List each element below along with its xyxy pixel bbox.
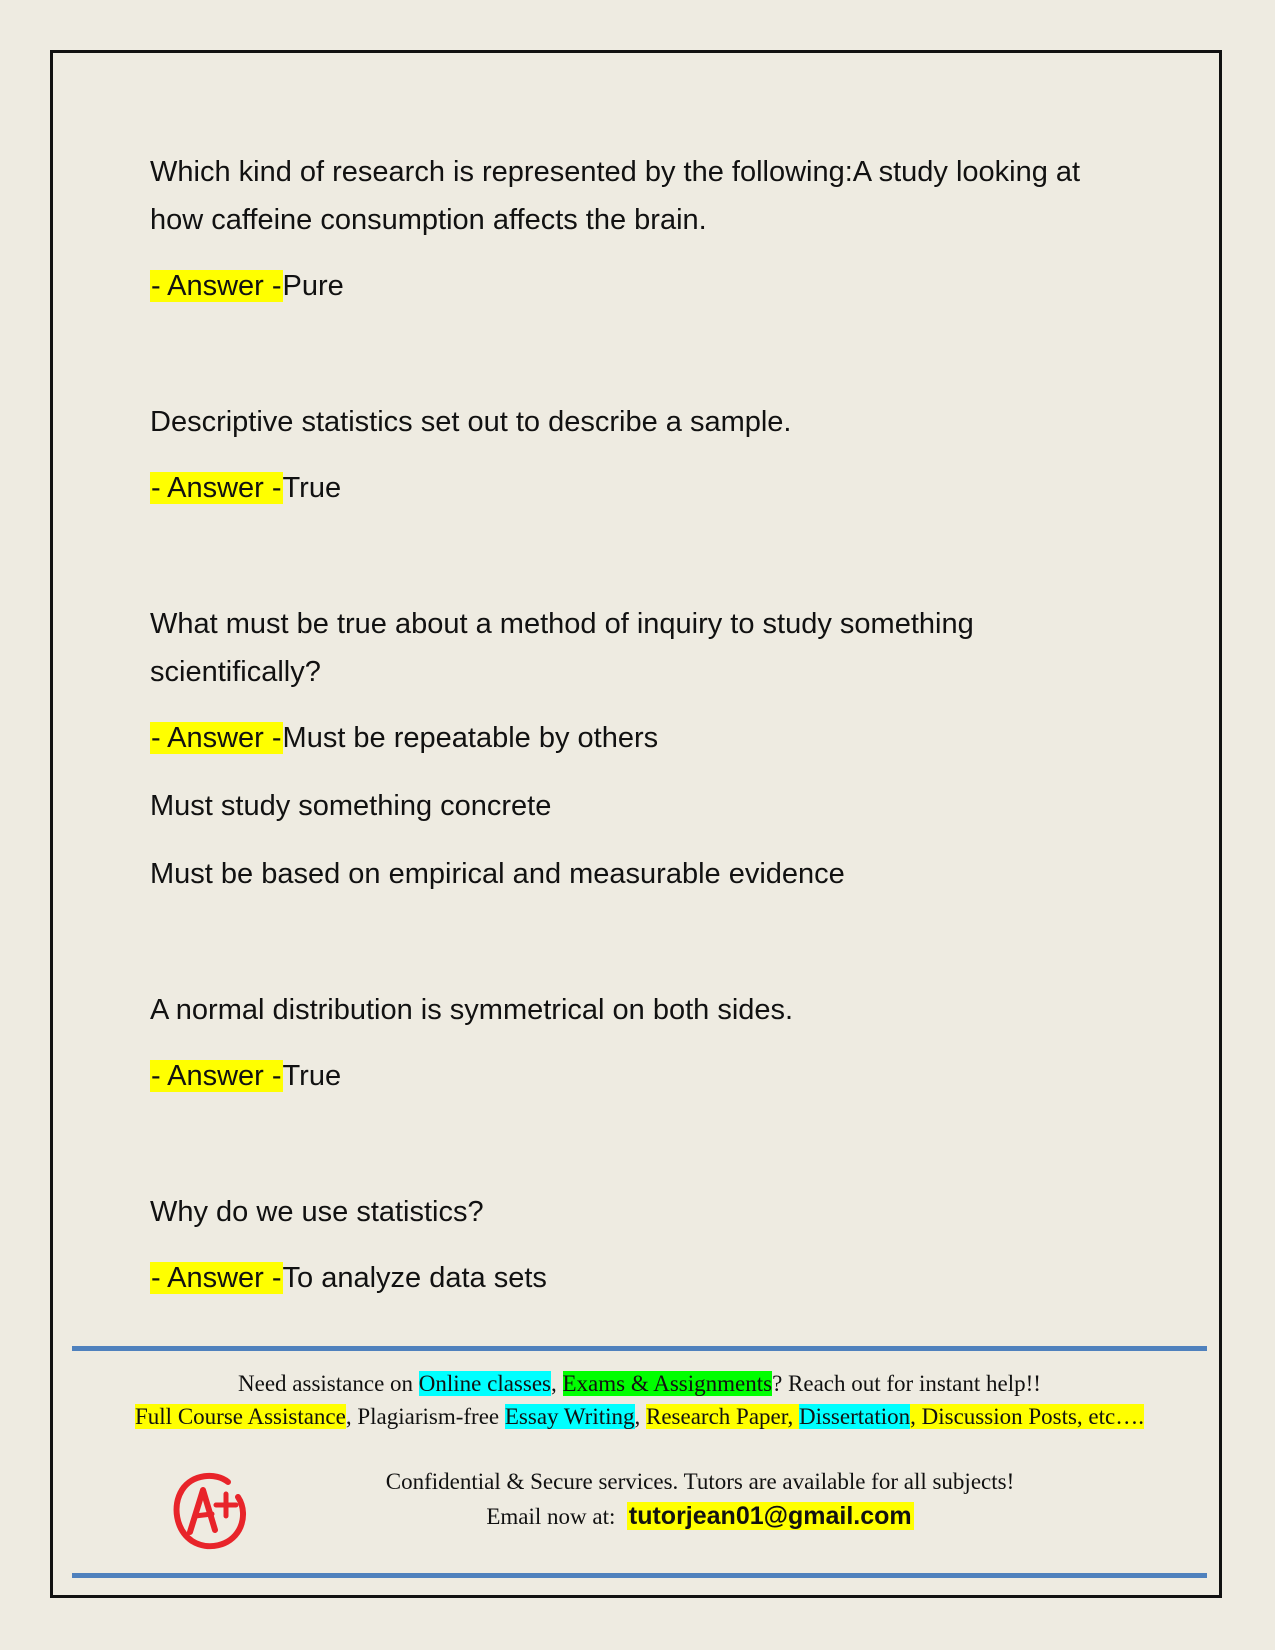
dissertation-highlight: Dissertation bbox=[798, 1404, 911, 1429]
email-link[interactable]: tutorjean01@gmail.com bbox=[628, 1502, 912, 1530]
answer-line bbox=[150, 464, 1130, 512]
question-text: Descriptive statistics set out to describe a sample. bbox=[150, 406, 792, 438]
answer-prefix: - Answer - bbox=[151, 270, 282, 302]
online-classes-highlight: Online classes bbox=[418, 1371, 551, 1396]
answer-prefix: - Answer - bbox=[151, 1262, 282, 1294]
qa-item bbox=[150, 986, 1130, 1100]
a-plus-grade-icon bbox=[170, 1470, 248, 1552]
question-text: Which kind of research is represented by the following:A study looking at how caffeine consumption affects the brain. bbox=[150, 156, 1081, 236]
answer-extra-line: Must be based on empirical and measurable evidence bbox=[150, 858, 845, 890]
footer-divider-top bbox=[72, 1346, 1207, 1351]
answer-text: To analyze data sets bbox=[282, 1262, 547, 1294]
footer-text: , bbox=[551, 1371, 563, 1396]
answer-text: True bbox=[282, 1060, 342, 1092]
answer-text: True bbox=[282, 472, 342, 504]
qa-item bbox=[150, 398, 1130, 512]
answer-text: Must be repeatable by others bbox=[282, 722, 659, 754]
answer-extra-line: Must study something concrete bbox=[150, 790, 552, 822]
essay-writing-highlight: Essay Writing bbox=[504, 1404, 635, 1429]
question-text: What must be true about a method of inquiry to study something scientifically? bbox=[150, 608, 974, 688]
research-paper-highlight: Research Paper, bbox=[646, 1404, 799, 1429]
footer-line-offerings bbox=[72, 1401, 1207, 1433]
discussion-posts-highlight: , Discussion Posts, etc…. bbox=[910, 1404, 1144, 1429]
footer-text: ? Reach out for instant help!! bbox=[772, 1371, 1041, 1396]
answer-line bbox=[150, 1254, 1130, 1302]
answer-line bbox=[150, 1052, 1130, 1100]
footer-line-email bbox=[250, 1500, 1150, 1533]
answer-text: Pure bbox=[282, 270, 344, 302]
answer-prefix: - Answer - bbox=[151, 472, 282, 504]
answer-line bbox=[150, 262, 1130, 310]
qa-item bbox=[150, 148, 1130, 310]
footer-text: Need assistance on bbox=[238, 1371, 419, 1396]
exams-assignments-highlight: Exams & Assignments bbox=[562, 1371, 773, 1396]
footer-line-confidential: Confidential & Secure services. Tutors are available for all subjects! bbox=[385, 1469, 1015, 1494]
qa-item bbox=[150, 1188, 1130, 1302]
footer-line-services bbox=[72, 1368, 1207, 1400]
answer-prefix: - Answer - bbox=[151, 1060, 282, 1092]
answer-line bbox=[150, 714, 1130, 762]
full-course-highlight: Full Course Assistance bbox=[135, 1404, 346, 1429]
email-label: Email now at: bbox=[486, 1504, 627, 1529]
question-text: Why do we use statistics? bbox=[150, 1196, 484, 1228]
qa-list bbox=[150, 148, 1130, 1302]
footer-text: , Plagiarism-free bbox=[345, 1404, 505, 1429]
qa-item bbox=[150, 600, 1130, 898]
answer-prefix: - Answer - bbox=[151, 722, 282, 754]
footer-text: , bbox=[634, 1404, 646, 1429]
footer-divider-bottom bbox=[72, 1573, 1207, 1578]
question-text: A normal distribution is symmetrical on both sides. bbox=[150, 994, 794, 1026]
